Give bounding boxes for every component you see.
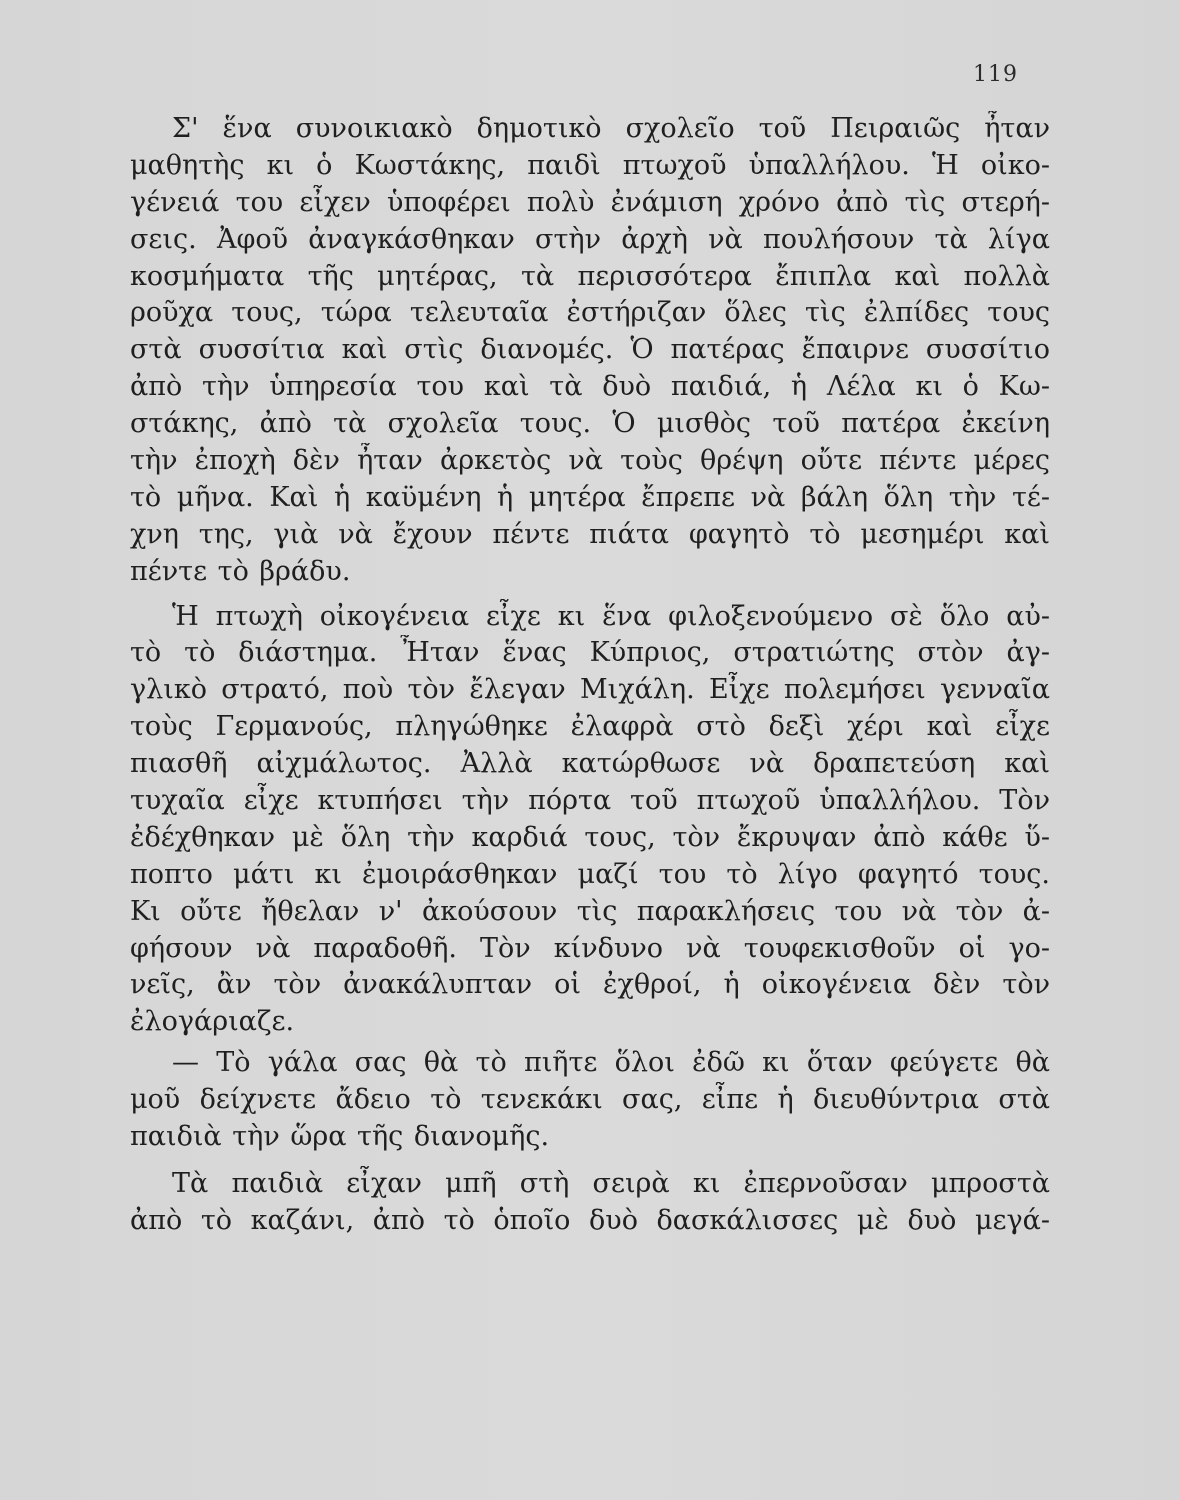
text-line: Σ' ἕνα συνοικιακὸ δημοτικὸ σχολεῖο τοῦ Πειραιῶς ἦταν — [172, 113, 1050, 144]
text-line: ἀπὸ τὴν ὑπηρεσία του καὶ τὰ δυὸ παιδιά, ἡ Λέλα κι ὁ Κω- — [130, 371, 1050, 403]
text-line: σεις. Ἀφοῦ ἀναγκάσθηκαν στὴν ἀρχὴ νὰ πουλήσουν τὰ λίγα — [130, 223, 1050, 255]
text-line: νεῖς, ἂν τὸν ἀνακάλυπταν οἱ ἐχθροί, ἡ οἰκογένεια δὲν τὸν — [130, 969, 1050, 1001]
text-line: — Τὸ γάλα σας θὰ τὸ πιῆτε ὅλοι ἐδῶ κι ὅταν φεύγετε θὰ — [172, 1047, 1050, 1079]
page-number: 119 — [973, 62, 1018, 87]
text-line: χνη της, γιὰ νὰ ἔχουν πέντε πιάτα φαγητὸ τὸ μεσημέρι καὶ — [130, 518, 1050, 550]
text-line: γένειά του εἶχεν ὑποφέρει πολὺ ἐνάμιση χρόνο ἀπὸ τὶς στερή- — [130, 186, 1050, 218]
text-line: γλικὸ στρατό, ποὺ τὸν ἔλεγαν Μιχάλη. Εἶχε πολεμήσει γενναῖα — [130, 674, 1050, 706]
text-line: τοὺς Γερμανούς, πληγώθηκε ἐλαφρὰ στὸ δεξὶ χέρι καὶ εἶχε — [130, 711, 1050, 743]
paragraph — [130, 111, 1050, 591]
body-text — [130, 111, 1050, 1240]
text-line: τὴν ἐποχὴ δὲν ἦταν ἀρκετὸς νὰ τοὺς θρέψη οὔτε πέντε μέρες — [130, 445, 1050, 477]
paragraph — [130, 1166, 1050, 1240]
text-line: τὸ τὸ διάστημα. Ἦταν ἕνας Κύπριος, στρατιώτης στὸν ἀγ- — [130, 637, 1050, 669]
paragraph — [130, 599, 1050, 1042]
text-line: ροῦχα τους, τώρα τελευταῖα ἐστήριζαν ὅλες τὶς ἐλπίδες τους — [130, 297, 1050, 329]
text-line: ἐδέχθηκαν μὲ ὅλη τὴν καρδιά τους, τὸν ἔκρυψαν ἀπὸ κάθε ὕ- — [130, 821, 1050, 853]
text-line: παιδιὰ τὴν ὥρα τῆς διανομῆς. — [130, 1121, 550, 1153]
text-line: Τὰ παιδιὰ εἶχαν μπῆ στὴ σειρὰ κι ἐπερνοῦσαν μπροστὰ — [172, 1167, 1050, 1199]
text-line: πέντε τὸ βράδυ. — [130, 555, 351, 587]
text-line: κοσμήματα τῆς μητέρας, τὰ περισσότερα ἔπιπλα καὶ πολλὰ — [130, 260, 1050, 292]
text-line: μαθητὴς κι ὁ Κωστάκης, παιδὶ πτωχοῦ ὑπαλλήλου. Ἡ οἰκο- — [130, 149, 1050, 181]
text-line: φήσουν νὰ παραδοθῆ. Τὸν κίνδυνο νὰ τουφεκισθοῦν οἱ γο- — [130, 932, 1050, 964]
text-line: Ἡ πτωχὴ οἰκογένεια εἶχε κι ἕνα φιλοξενούμενο σὲ ὅλο αὐ- — [172, 600, 1050, 632]
text-line: Κι οὔτε ἤθελαν ν' ἀκούσουν τὶς παρακλήσεις του νὰ τὸν ἀ- — [130, 895, 1050, 927]
text-line: πιασθῆ αἰχμάλωτος. Ἀλλὰ κατώρθωσε νὰ δραπετεύση καὶ — [130, 748, 1050, 780]
text-line: τὸ μῆνα. Καὶ ἡ καϋμένη ἡ μητέρα ἔπρεπε νὰ βάλη ὅλη τὴν τέ- — [130, 481, 1050, 513]
text-line: τυχαῖα εἶχε κτυπήσει τὴν πόρτα τοῦ πτωχοῦ ὑπαλλήλου. Τὸν — [130, 785, 1050, 817]
text-line: στάκης, ἀπὸ τὰ σχολεῖα τους. Ὁ μισθὸς τοῦ πατέρα ἐκείνη — [130, 408, 1050, 440]
paragraph — [130, 1045, 1050, 1156]
text-line: στὰ συσσίτια καὶ στὶς διανομές. Ὁ πατέρας ἔπαιρνε συσσίτιο — [130, 334, 1050, 366]
text-line: μοῦ δείχνετε ἄδειο τὸ τενεκάκι σας, εἶπε ἡ διευθύντρια στὰ — [130, 1084, 1050, 1116]
text-line: ἐλογάριαζε. — [130, 1006, 295, 1038]
text-line: ποπτο μάτι κι ἐμοιράσθηκαν μαζί του τὸ λίγο φαγητό τους. — [130, 858, 1050, 890]
text-line: ἀπὸ τὸ καζάνι, ἀπὸ τὸ ὁποῖο δυὸ δασκάλισσες μὲ δυὸ μεγά- — [130, 1204, 1050, 1236]
